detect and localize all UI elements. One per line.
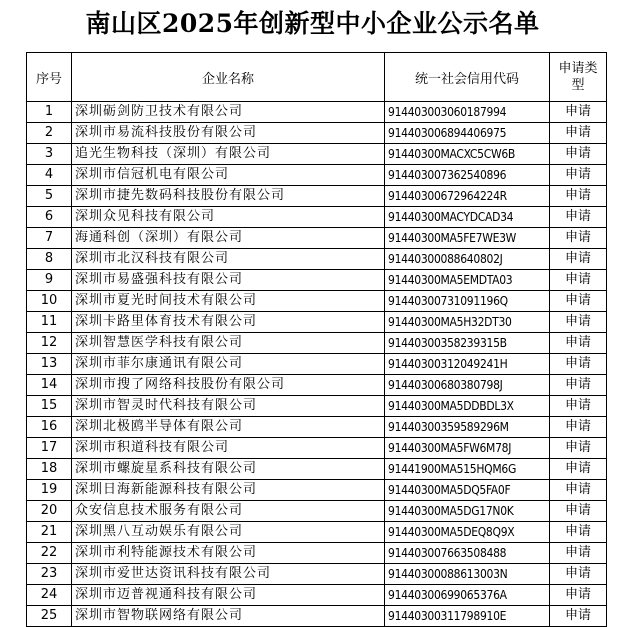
row-index: 19 bbox=[27, 480, 72, 501]
application-type-cell: 申请 bbox=[550, 606, 607, 627]
row-index: 22 bbox=[27, 543, 72, 564]
row-index: 5 bbox=[27, 186, 72, 207]
company-name-cell: 深圳众见科技有限公司 bbox=[72, 207, 385, 228]
table-body bbox=[27, 102, 607, 627]
row-index: 12 bbox=[27, 333, 72, 354]
page-title: 南山区2025年创新型中小企业公示名单 bbox=[85, 9, 540, 38]
application-type-cell: 申请 bbox=[550, 396, 607, 417]
application-type-cell: 申请 bbox=[550, 144, 607, 165]
row-index: 15 bbox=[27, 396, 72, 417]
company-name-cell: 深圳市信冠机电有限公司 bbox=[72, 165, 385, 186]
table-row bbox=[27, 396, 607, 417]
header-company-name: 企业名称 bbox=[72, 53, 385, 102]
row-index: 14 bbox=[27, 375, 72, 396]
company-name-cell: 深圳市菲尔康通讯有限公司 bbox=[72, 354, 385, 375]
credit-code-cell: 91440300MA5EMDTA03 bbox=[385, 270, 550, 291]
credit-code-cell: 91440300672964224R bbox=[385, 186, 550, 207]
application-type-cell: 申请 bbox=[550, 228, 607, 249]
company-name-cell: 深圳市利特能源技术有限公司 bbox=[72, 543, 385, 564]
company-name-cell: 深圳砺剑防卫技术有限公司 bbox=[72, 102, 385, 123]
row-index: 1 bbox=[27, 102, 72, 123]
credit-code-cell: 91440300MA5FW6M78J bbox=[385, 438, 550, 459]
row-index: 17 bbox=[27, 438, 72, 459]
application-type-cell: 申请 bbox=[550, 501, 607, 522]
application-type-cell: 申请 bbox=[550, 102, 607, 123]
credit-code-cell: 91440300311798910E bbox=[385, 606, 550, 627]
company-name-cell: 追光生物科技（深圳）有限公司 bbox=[72, 144, 385, 165]
header-application-type bbox=[550, 53, 607, 102]
credit-code-cell: 91440300312049241H bbox=[385, 354, 550, 375]
row-index: 8 bbox=[27, 249, 72, 270]
row-index: 3 bbox=[27, 144, 72, 165]
table-row bbox=[27, 291, 607, 312]
application-type-cell: 申请 bbox=[550, 249, 607, 270]
table-row bbox=[27, 606, 607, 627]
credit-code-cell: 91440300088640802J bbox=[385, 249, 550, 270]
credit-code-cell: 91440300MACYDCAD34 bbox=[385, 207, 550, 228]
application-type-cell: 申请 bbox=[550, 522, 607, 543]
table-row bbox=[27, 459, 607, 480]
row-index: 10 bbox=[27, 291, 72, 312]
table-row bbox=[27, 480, 607, 501]
company-name-cell: 深圳市易流科技股份有限公司 bbox=[72, 123, 385, 144]
company-name-cell: 深圳市螺旋星系科技有限公司 bbox=[72, 459, 385, 480]
credit-code-cell: 91440300358239315B bbox=[385, 333, 550, 354]
table-row bbox=[27, 144, 607, 165]
company-name-cell: 深圳市迈普视通科技有限公司 bbox=[72, 585, 385, 606]
application-type-cell: 申请 bbox=[550, 312, 607, 333]
company-name-cell: 深圳市智灵时代科技有限公司 bbox=[72, 396, 385, 417]
credit-code-cell: 914403007663508488 bbox=[385, 543, 550, 564]
table-row bbox=[27, 102, 607, 123]
company-name-cell: 深圳智慧医学科技有限公司 bbox=[72, 333, 385, 354]
application-type-cell: 申请 bbox=[550, 459, 607, 480]
company-name-cell: 深圳市易盛强科技有限公司 bbox=[72, 270, 385, 291]
table-row bbox=[27, 207, 607, 228]
table-row bbox=[27, 585, 607, 606]
table-row bbox=[27, 165, 607, 186]
application-type-cell: 申请 bbox=[550, 564, 607, 585]
row-index: 2 bbox=[27, 123, 72, 144]
row-index: 21 bbox=[27, 522, 72, 543]
table-row bbox=[27, 123, 607, 144]
credit-code-cell: 91440300359589296M bbox=[385, 417, 550, 438]
credit-code-cell: 91440300MA5DG17N0K bbox=[385, 501, 550, 522]
credit-code-cell: 91440300MA5DQ5FA0F bbox=[385, 480, 550, 501]
row-index: 9 bbox=[27, 270, 72, 291]
table-row bbox=[27, 501, 607, 522]
header-type-line2: 型 bbox=[571, 78, 585, 93]
company-name-cell: 深圳北极鸥半导体有限公司 bbox=[72, 417, 385, 438]
table-row bbox=[27, 249, 607, 270]
application-type-cell: 申请 bbox=[550, 375, 607, 396]
application-type-cell: 申请 bbox=[550, 291, 607, 312]
application-type-cell: 申请 bbox=[550, 417, 607, 438]
application-type-cell: 申请 bbox=[550, 270, 607, 291]
credit-code-cell: 91440300088613003N bbox=[385, 564, 550, 585]
table-row bbox=[27, 417, 607, 438]
company-name-cell: 深圳市爱世达资讯科技有限公司 bbox=[72, 564, 385, 585]
table-row bbox=[27, 333, 607, 354]
credit-code-cell: 91440300MA5FE7WE3W bbox=[385, 228, 550, 249]
row-index: 4 bbox=[27, 165, 72, 186]
company-name-cell: 深圳市智物联网络有限公司 bbox=[72, 606, 385, 627]
table-header-row bbox=[27, 53, 607, 102]
credit-code-cell: 91440300MA5DDBDL3X bbox=[385, 396, 550, 417]
credit-code-cell: 914403006894406975 bbox=[385, 123, 550, 144]
row-index: 7 bbox=[27, 228, 72, 249]
credit-code-cell: 91440300699065376A bbox=[385, 585, 550, 606]
application-type-cell: 申请 bbox=[550, 585, 607, 606]
row-index: 13 bbox=[27, 354, 72, 375]
credit-code-cell: 91440300MA5H32DT30 bbox=[385, 312, 550, 333]
credit-code-cell: 91440300731091196Q bbox=[385, 291, 550, 312]
credit-code-cell: 91440300680380798J bbox=[385, 375, 550, 396]
company-name-cell: 深圳市积道科技有限公司 bbox=[72, 438, 385, 459]
application-type-cell: 申请 bbox=[550, 438, 607, 459]
company-name-cell: 众安信息技术服务有限公司 bbox=[72, 501, 385, 522]
application-type-cell: 申请 bbox=[550, 354, 607, 375]
application-type-cell: 申请 bbox=[550, 480, 607, 501]
company-name-cell: 深圳市捷先数码科技股份有限公司 bbox=[72, 186, 385, 207]
table-row bbox=[27, 186, 607, 207]
company-name-cell: 深圳卡路里体育技术有限公司 bbox=[72, 312, 385, 333]
credit-code-cell: 91441900MA515HQM6G bbox=[385, 459, 550, 480]
application-type-cell: 申请 bbox=[550, 186, 607, 207]
header-index: 序号 bbox=[27, 53, 72, 102]
credit-code-cell: 91440300MA5DEQ8Q9X bbox=[385, 522, 550, 543]
table-row bbox=[27, 354, 607, 375]
row-index: 16 bbox=[27, 417, 72, 438]
company-name-cell: 海通科创（深圳）有限公司 bbox=[72, 228, 385, 249]
table-row bbox=[27, 543, 607, 564]
application-type-cell: 申请 bbox=[550, 123, 607, 144]
header-credit-code: 统一社会信用代码 bbox=[385, 53, 550, 102]
row-index: 20 bbox=[27, 501, 72, 522]
table-row bbox=[27, 228, 607, 249]
company-name-cell: 深圳市搜了网络科技股份有限公司 bbox=[72, 375, 385, 396]
row-index: 6 bbox=[27, 207, 72, 228]
table-row bbox=[27, 375, 607, 396]
company-name-cell: 深圳黑八互动娱乐有限公司 bbox=[72, 522, 385, 543]
application-type-cell: 申请 bbox=[550, 543, 607, 564]
table-row bbox=[27, 312, 607, 333]
row-index: 24 bbox=[27, 585, 72, 606]
row-index: 18 bbox=[27, 459, 72, 480]
header-type-line1: 申请类 bbox=[558, 61, 598, 76]
credit-code-cell: 91440300MACXC5CW6B bbox=[385, 144, 550, 165]
table-row bbox=[27, 564, 607, 585]
table-row bbox=[27, 438, 607, 459]
credit-code-cell: 914403003060187994 bbox=[385, 102, 550, 123]
enterprise-table bbox=[26, 52, 607, 627]
row-index: 23 bbox=[27, 564, 72, 585]
application-type-cell: 申请 bbox=[550, 207, 607, 228]
row-index: 11 bbox=[27, 312, 72, 333]
company-name-cell: 深圳市夏光时间技术有限公司 bbox=[72, 291, 385, 312]
credit-code-cell: 914403007362540896 bbox=[385, 165, 550, 186]
row-index: 25 bbox=[27, 606, 72, 627]
application-type-cell: 申请 bbox=[550, 333, 607, 354]
company-name-cell: 深圳日海新能源科技有限公司 bbox=[72, 480, 385, 501]
table-row bbox=[27, 522, 607, 543]
company-name-cell: 深圳市北汉科技有限公司 bbox=[72, 249, 385, 270]
table-row bbox=[27, 270, 607, 291]
application-type-cell: 申请 bbox=[550, 165, 607, 186]
